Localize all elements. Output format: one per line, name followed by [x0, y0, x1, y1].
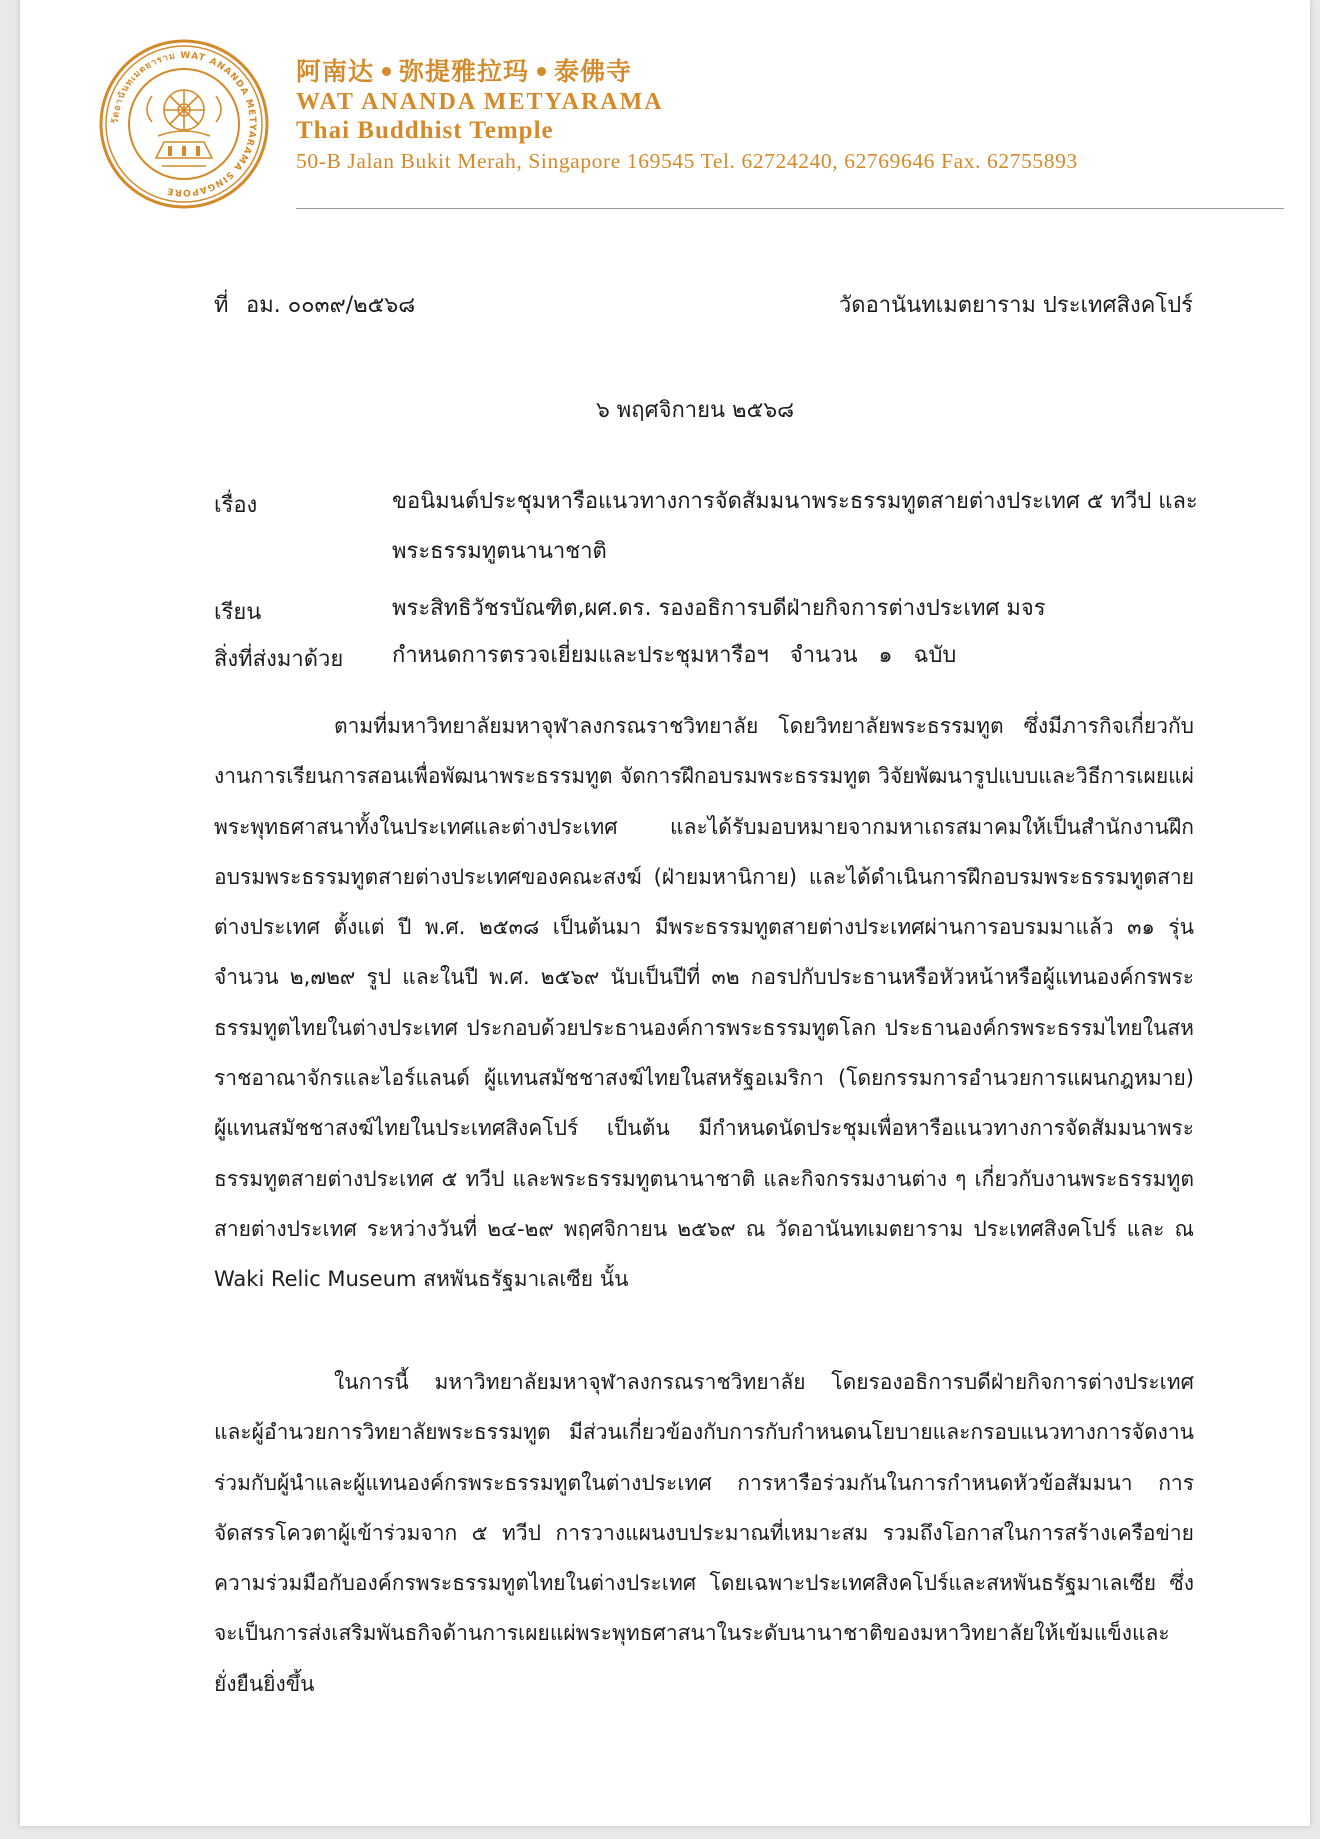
temple-name-english: WAT ANANDA METYARAMA — [296, 89, 664, 115]
temple-name-chinese-part-3: 泰佛寺 — [554, 57, 633, 86]
letterhead — [296, 56, 1078, 176]
separator-dot — [382, 67, 391, 76]
subject-label: เรื่อง — [214, 493, 258, 518]
temple-address: 50-B Jalan Bukit Merah, Singapore 169545 Tel. 62724240, 62769646 Fax. 62755893 — [296, 149, 1078, 173]
subject-text: ขอนิมนต์ประชุมหารือแนวทางการจัดสัมมนาพระธรรมทูตสายต่างประเทศ ๕ ทวีป และพระธรรมทูตนานาชาติ — [392, 489, 1198, 564]
reference-label: ที่ — [214, 293, 229, 318]
temple-name-chinese-part-1: 阿南达 — [296, 57, 375, 86]
recipient-text: พระสิทธิวัชรบัณฑิต,ผศ.ดร. รองอธิการบดีฝ่ายกิจการต่างประเทศ มจร — [392, 596, 1046, 621]
seal-ring-text: วัดอานันทเมตยาราม WAT ANANDA METYARAMA SINGAPORE — [110, 50, 258, 198]
recipient-label: เรียน — [214, 600, 262, 625]
separator-dot — [537, 67, 546, 76]
temple-name-chinese — [296, 56, 1078, 88]
enclosure-text: กำหนดการตรวจเยี่ยมและประชุมหารือฯ จำนวน ๑ ฉบับ — [392, 643, 957, 668]
temple-subtitle: Thai Buddhist Temple — [296, 117, 554, 144]
temple-seal-logo — [98, 38, 270, 210]
body-paragraph-1: ตามที่มหาวิทยาลัยมหาจุฬาลงกรณราชวิทยาลัย โดยวิทยาลัยพระธรรมทูต ซึ่งมีภารกิจเกี่ยวกับงานการเรียนการสอนเพื่อพัฒนาพระธรรมทูต จัดการฝึกอบรมพระธรรมทูต วิจัยพัฒนารูปแบบและวิธีการเผยแผ่พระพุทธศาสนาทั้งในประเทศและต่างประเทศ และได้รับมอบหมายจากมหาเถรสมาคมให้เป็นสำนักงานฝึกอบรมพระธรรมทูตสายต่างประเทศของคณะสงฆ์ (ฝ่ายมหานิกาย) และได้ดำเนินการฝึกอบรมพระธรรมทูตสายต่างประเทศ ตั้งแต่ ปี พ.ศ. ๒๕๓๘ เป็นต้นมา มีพระธรรมทูตสายต่างประเทศผ่านการอบรมมาแล้ว ๓๑ รุ่น จำนวน ๒,๗๒๙ รูป และในปี พ.ศ. ๒๕๖๙ นับเป็นปีที่ ๓๒ กอรปกับประธานหรือหัวหน้าหรือผู้แทนองค์กรพระธรรมทูตไทยในต่างประเทศ ประกอบด้วยประธานองค์การพระธรรมทูตโลก ประธานองค์กรพระธรรมไทยในสหราชอาณาจักรและไอร์แลนด์ ผู้แทนสมัชชาสงฆ์ไทยในสหรัฐอเมริกา (โดยกรรมการอำนวยการแผนกฎหมาย) ผู้แทนสมัชชาสงฆ์ไทยในประเทศสิงคโปร์ เป็นต้น มีกำหนดนัดประชุมเพื่อหารือแนวทางการจัดสัมมนาพระธรรมทูตสายต่างประเทศ ๕ ทวีป และพระธรรมทูตนานาชาติ และกิจกรรมงานต่าง ๆ เกี่ยวกับงานพระธรรมทูตสายต่างประเทศ ระหว่างวันที่ ๒๔-๒๙ พฤศจิกายน ๒๕๖๙ ณ วัดอานันทเมตยาราม ประเทศสิงคโปร์ และ ณ Waki Relic Museum สหพันธรัฐมาเลเซีย นั้น — [214, 714, 1194, 1292]
letterhead-divider — [296, 208, 1284, 209]
body-paragraph-2: ในการนี้ มหาวิทยาลัยมหาจุฬาลงกรณราชวิทยาลัย โดยรองอธิการบดีฝ่ายกิจการต่างประเทศ และผู้อำนวยการวิทยาลัยพระธรรมทูต มีส่วนเกี่ยวข้องกับการกับกำหนดนโยบายและกรอบแนวทางการจัดงานร่วมกับผู้นำและผู้แทนองค์กรพระธรรมทูตในต่างประเทศ การหารือร่วมกันในการกำหนดหัวข้อสัมมนา การจัดสรรโควตาผู้เข้าร่วมจาก ๕ ทวีป การวางแผนงบประมาณที่เหมาะสม รวมถึงโอกาสในการสร้างเครือข่ายความร่วมมือกับองค์กรพระธรรมทูตไทยในต่างประเทศ โดยเฉพาะประเทศสิงคโปร์และสหพันธรัฐมาเลเซีย ซึ่งจะเป็นการส่งเสริมพันธกิจด้านการเผยแผ่พระพุทธศาสนาในระดับนานาชาติของมหาวิทยาลัยให้เข้มแข็งและยั่งยืนยิ่งขึ้น — [214, 1370, 1194, 1696]
letter-page — [20, 0, 1310, 1826]
enclosure-label: สิ่งที่ส่งมาด้วย — [214, 647, 344, 672]
letter-date: ๖ พฤศจิกายน ๒๕๖๘ — [595, 398, 795, 423]
issuer-name: วัดอานันทเมตยาราม ประเทศสิงคโปร์ — [838, 293, 1193, 318]
temple-name-chinese-part-2: 弥提雅拉玛 — [399, 57, 530, 86]
reference-number: อม. ๐๐๓๙/๒๕๖๘ — [246, 293, 416, 318]
